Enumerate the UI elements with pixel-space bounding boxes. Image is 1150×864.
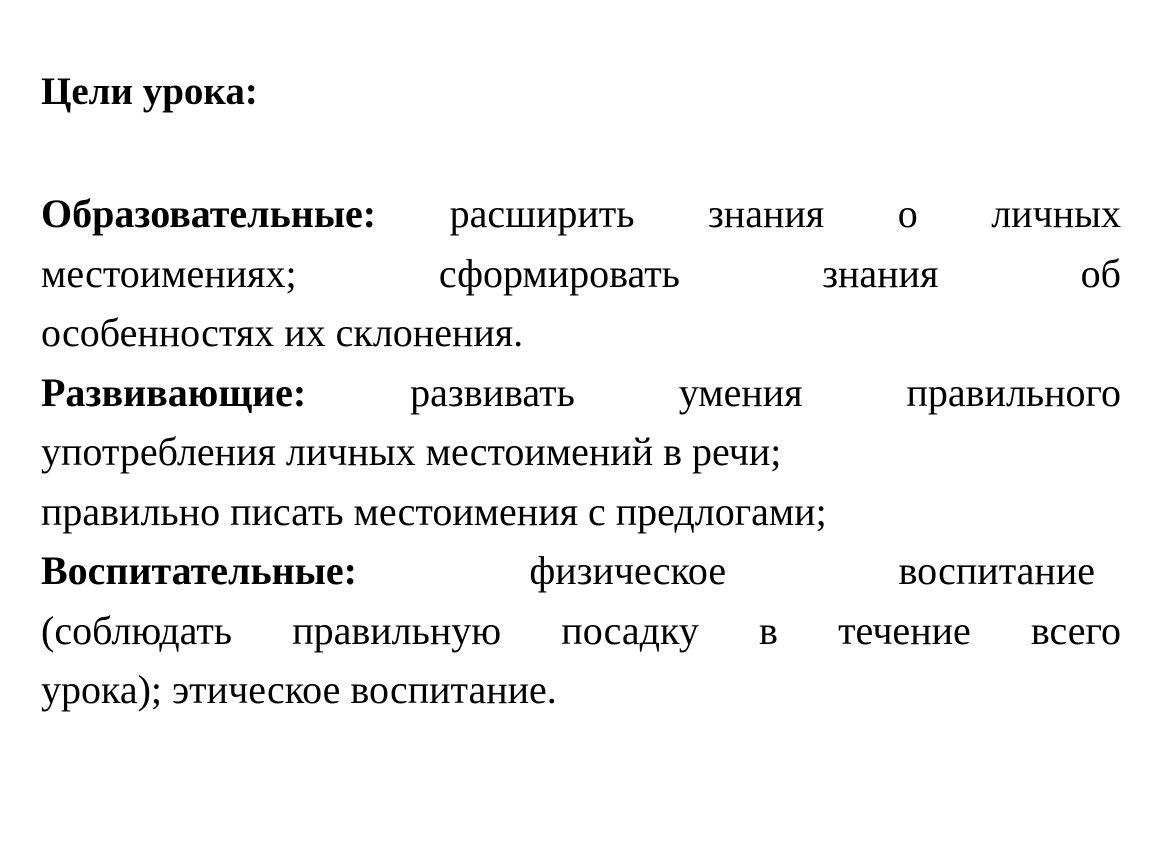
text-word: умения bbox=[678, 369, 803, 415]
text-word: (соблюдать bbox=[41, 607, 233, 653]
text-segment: правильно писать местоимения с предлогами; bbox=[41, 488, 827, 534]
text-word: всего bbox=[1030, 607, 1121, 653]
text-line bbox=[41, 601, 1121, 661]
text-word: о bbox=[897, 191, 918, 236]
text-word: воспитание bbox=[898, 548, 1095, 593]
text-word: сформировать bbox=[438, 250, 680, 296]
text-word: знания bbox=[822, 250, 939, 296]
text-word: физическое bbox=[529, 548, 727, 593]
text-line bbox=[41, 422, 1121, 482]
text-word: личных bbox=[991, 191, 1121, 236]
text-word: правильного bbox=[906, 369, 1121, 415]
text-word: об bbox=[1080, 250, 1121, 296]
text-line bbox=[41, 363, 1121, 423]
developmental-goals-heading: Развивающие: bbox=[41, 369, 307, 415]
text-segment: употребления личных местоимений в речи; bbox=[41, 429, 782, 474]
text-line bbox=[41, 184, 1121, 244]
text-line bbox=[41, 660, 1121, 720]
text-line bbox=[41, 541, 1121, 601]
text-line bbox=[41, 244, 1121, 304]
slide-title: Цели урока: bbox=[41, 70, 258, 113]
educational-goals-heading: Образовательные: bbox=[41, 191, 377, 236]
text-segment: особенностях их склонения. bbox=[41, 310, 524, 355]
text-word: расширить bbox=[449, 191, 635, 236]
text-word: местоимениях; bbox=[41, 250, 297, 296]
lesson-goals-text bbox=[41, 184, 1121, 720]
text-line bbox=[41, 482, 1121, 542]
text-word: посадку bbox=[561, 607, 699, 653]
text-word: течение bbox=[838, 607, 971, 653]
text-word: правильную bbox=[292, 607, 502, 653]
educational-upbringing-goals-heading: Воспитательные: bbox=[41, 548, 357, 593]
text-segment: урока); этическое воспитание. bbox=[41, 667, 557, 712]
text-word: в bbox=[759, 607, 778, 653]
text-word: знания bbox=[708, 191, 825, 236]
text-word: развивать bbox=[410, 369, 575, 415]
text-line bbox=[41, 303, 1121, 363]
